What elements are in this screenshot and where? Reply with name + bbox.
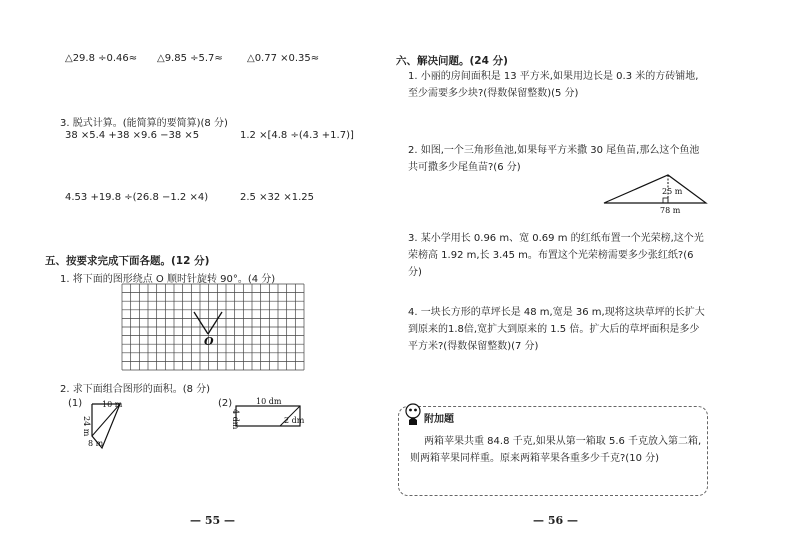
mascot-icon	[402, 402, 424, 426]
calc-item-4: 2.5 ×32 ×1.25	[240, 192, 315, 203]
rotation-grid	[122, 284, 304, 370]
estimate-3: △0.77 ×0.35≈	[247, 53, 320, 64]
fish-pond-triangle	[600, 172, 715, 217]
fig1-label: (1)	[68, 398, 83, 409]
page-number-right: — 56 —	[533, 514, 578, 527]
fig2-label: (2)	[218, 398, 233, 409]
triangle-height-label: 25 m	[662, 187, 683, 196]
question-2: 2. 如图,一个三角形鱼池,如果每平方米撒 30 尾鱼苗,那么这个鱼池共可撒多少尾鱼苗?(6 分)	[408, 145, 700, 173]
page-number-left: — 55 —	[190, 514, 235, 527]
question-3: 3. 某小学用长 0.96 m、宽 0.69 m 的红纸布置一个光荣榜,这个光荣榜高 1.92 m,长 3.45 m。布置这个光荣榜需要多少张红纸?(6 分)	[408, 233, 704, 278]
bonus-text: 两箱苹果共重 84.8 千克,如果从第一箱取 5.6 千克放入第二箱,则两箱苹果同样重。原来两箱苹果各重多少千克?(10 分)	[410, 436, 702, 464]
question-4: 4. 一块长方形的草坪长是 48 m,宽是 36 m,现将这块草坪的长扩大到原来的1.8倍,宽扩大到原来的 1.5 倍。扩大后的草坪面积是多少平方米?(得数保留整数)(7 分)	[408, 307, 705, 352]
triangle-base-label: 78 m	[660, 206, 681, 215]
point-o-label: O	[204, 335, 214, 348]
fig1-top-label: 10 m	[102, 400, 123, 409]
fig1-bottom-label: 8 m	[88, 439, 104, 448]
figure-line-right	[208, 312, 222, 334]
fig2-inner-label: 2 dm	[284, 416, 305, 425]
area-question: 2. 求下面组合图形的面积。(8 分)	[60, 384, 211, 395]
estimate-1: △29.8 ÷0.46≈	[65, 53, 138, 64]
rotation-question: 1. 将下面的图形绕点 O 顺时针旋转 90°。(4 分)	[60, 274, 276, 285]
calc-item-3: 4.53 +19.8 ÷(26.8 −1.2 ×4)	[65, 192, 209, 203]
bonus-title: 附加题	[424, 414, 454, 425]
question-1: 1. 小丽的房间面积是 13 平方米,如果用边长是 0.3 米的方砖铺地,至少需要多少块?(得数保留整数)(5 分)	[408, 71, 699, 99]
fig2-side-label: 4 dm	[231, 409, 240, 430]
figure-line-left	[194, 312, 208, 334]
fig2-top-label: 10 dm	[256, 397, 282, 406]
calc-item-2: 1.2 ×[4.8 ÷(4.3 +1.7)]	[240, 130, 354, 141]
section3-title: 3. 脱式计算。(能简算的要简算)(8 分)	[60, 118, 228, 129]
estimate-2: △9.85 ÷5.7≈	[157, 53, 223, 64]
section6-title: 六、解决问题。(24 分)	[396, 55, 508, 67]
fig1-side-label: 24 m	[82, 416, 91, 437]
section5-title: 五、按要求完成下面各题。(12 分)	[45, 255, 210, 267]
figure-1	[80, 398, 140, 458]
figure-2	[228, 398, 308, 438]
calc-item-1: 38 ×5.4 +38 ×9.6 −38 ×5	[65, 130, 200, 141]
